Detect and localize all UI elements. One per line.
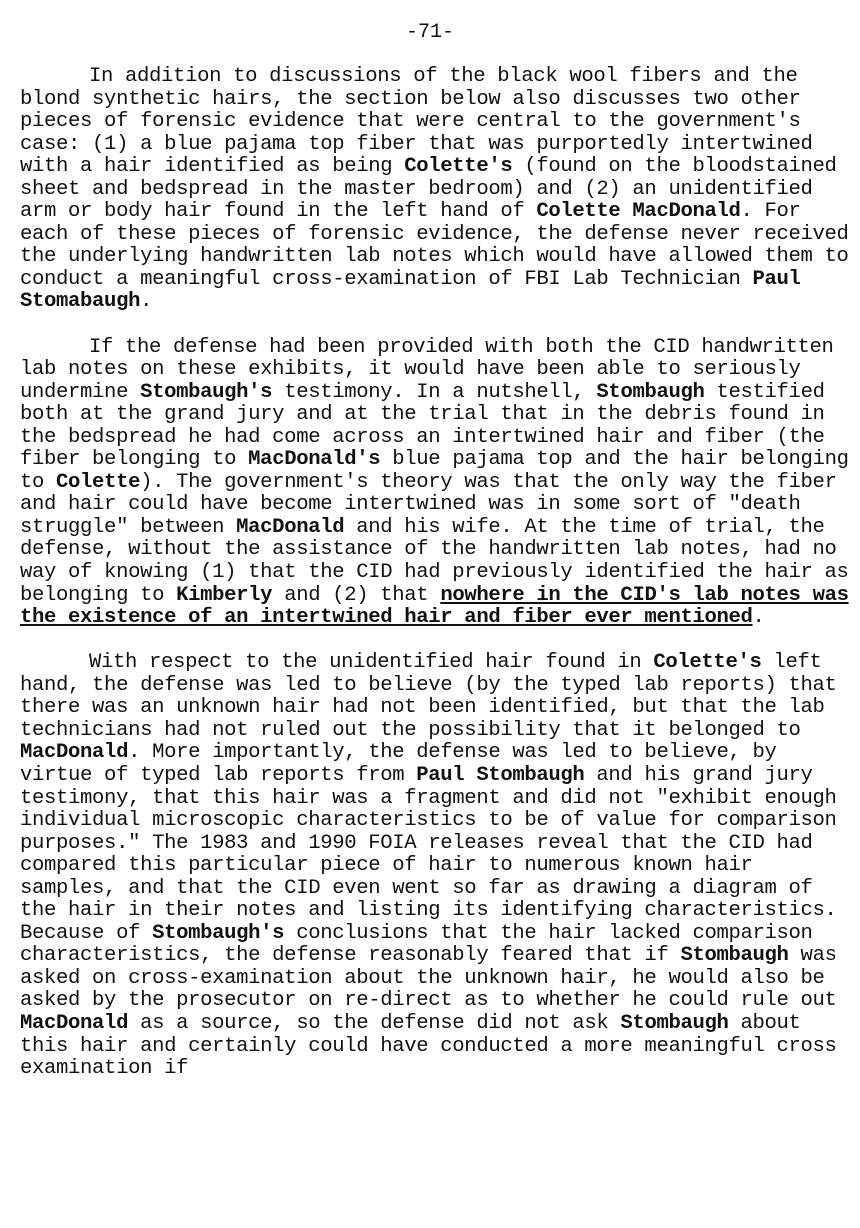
bold-name: Colette's bbox=[404, 155, 513, 179]
bold-name: MacDonald bbox=[236, 515, 345, 539]
bold-name: Stombaugh's bbox=[152, 921, 285, 945]
text-run: as a source, so the defense did not ask bbox=[128, 1011, 621, 1035]
bold-name: Stombaugh bbox=[680, 944, 789, 968]
bold-name: Kimberly bbox=[176, 583, 273, 607]
text-run: blue pajama top and the hair belonging to bbox=[20, 448, 849, 494]
bold-name: MacDonald's bbox=[248, 448, 381, 472]
text-run: ). The government's theory was that the only way the fiber and hair could have become intertwined was in some sort of "death struggle" between bbox=[20, 470, 837, 539]
text-run: If the defense had been provided with both the CID handwritten lab notes on these exhibits, it would have been able to seriously undermine bbox=[20, 335, 834, 404]
text-run: left hand, the defense was led to believe (by the typed lab reports) that there was an unknown hair had not been identified, but that the lab technicians had not ruled out the possibility that it belonged to bbox=[20, 651, 837, 742]
document-body bbox=[20, 66, 850, 1081]
paragraph bbox=[20, 652, 850, 1080]
bold-name: Paul Stomabaugh bbox=[20, 267, 801, 314]
bold-name: Colette's bbox=[653, 651, 762, 675]
bold-name: Stombaugh bbox=[620, 1011, 729, 1035]
page-number: -71- bbox=[405, 21, 454, 44]
bold-name: Colette MacDonald bbox=[536, 200, 741, 224]
bold-name: MacDonald bbox=[20, 1011, 129, 1035]
text-run: In addition to discussions of the black wool fibers and the blond synthetic hairs, the section below also discusses two other pieces of forensic evidence that were central to the government's case: (1) a blue pajama top fiber that was purportedly intertwined with a hair identified as being bbox=[20, 65, 813, 179]
text-run: (found on the bloodstained sheet and bedspread in the master bedroom) and (2) an unidentified arm or body hair found in the left hand of bbox=[20, 155, 837, 224]
bold-name: Paul Stombaugh bbox=[416, 763, 585, 787]
text-run: conclusions that the hair lacked comparison characteristics, the defense reasonably feared that if bbox=[20, 921, 813, 968]
paragraph bbox=[20, 337, 850, 630]
bold-name: MacDonald bbox=[20, 741, 129, 765]
text-run: . More importantly, the defense was led to believe, by virtue of typed lab reports from bbox=[20, 741, 777, 787]
paragraph bbox=[20, 66, 850, 314]
bold-name: Colette bbox=[56, 470, 141, 494]
text-run: was asked on cross-examination about the unknown hair, he would also be asked by the prosecutor on re-direct as to whether he could rule out bbox=[20, 944, 837, 1013]
underlined-emphasis: nowhere in the CID's lab notes was the existence of an intertwined hair and fiber ever mentioned bbox=[20, 583, 849, 630]
text-run: about this hair and certainly could have conducted a more meaningful cross examination if bbox=[20, 1011, 837, 1081]
text-run: With respect to the unidentified hair found in bbox=[89, 651, 654, 675]
text-run: and his wife. At the time of trial, the defense, without the assistance of the handwritten lab notes, had no way of knowing (1) that the CID had previously identified the hair as belonging to bbox=[20, 515, 849, 607]
text-run: testimony. In a nutshell, bbox=[272, 380, 597, 404]
text-run: and his grand jury testimony, that this hair was a fragment and did not "exhibit enough individual microscopic characteristics to be of value for comparison purposes." The 1983 and 1990 FOIA releases reveal that the CID had compared this particular piece of hair to numerous known hair samples, and that the CID even went so far as drawing a diagram of the hair in their notes and listing its identifying characteristics. Because of bbox=[20, 763, 837, 945]
bold-name: Stombaugh's bbox=[140, 380, 273, 404]
text-run: . For each of these pieces of forensic evidence, the defense never received the underlying handwritten lab notes which would have allowed them to conduct a meaningful cross-examination of FBI Lab Technician bbox=[20, 200, 849, 291]
text-run: . bbox=[140, 290, 153, 314]
text-run: testified both at the grand jury and at the trial that in the debris found in the bedspread he had come across an intertwined hair and fiber (the fiber belonging to bbox=[20, 380, 825, 472]
text-run: . bbox=[752, 606, 765, 630]
text-run: and (2) that bbox=[272, 583, 441, 607]
bold-name: Stombaugh bbox=[596, 380, 705, 404]
